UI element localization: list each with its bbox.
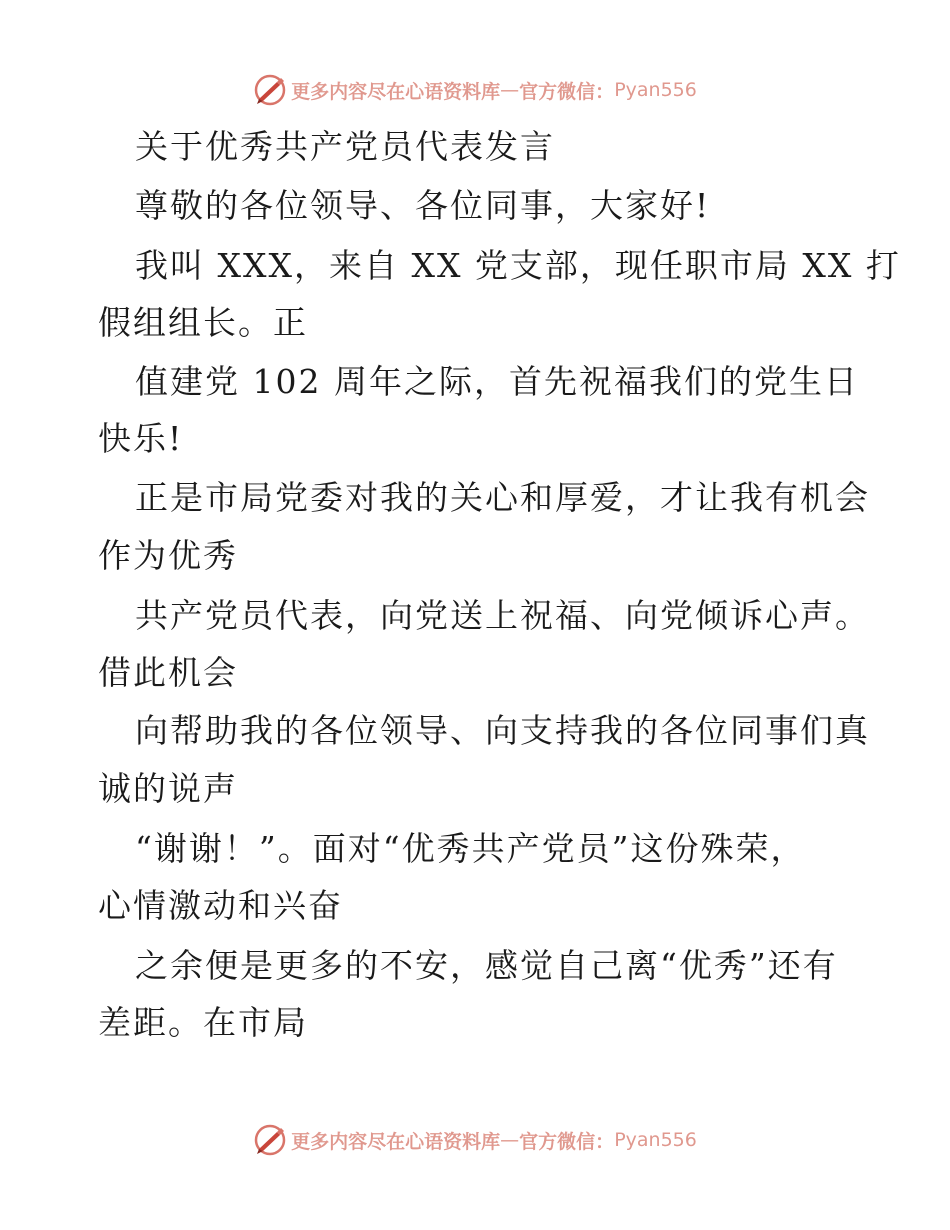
doc-line: 借此机会: [98, 653, 238, 692]
doc-line: 正是市局党委对我的关心和厚爱，才让我有机会: [135, 478, 870, 517]
watermark-wechat-label: 官方微信：: [519, 80, 615, 103]
doc-line: 之余便是更多的不安，感觉自己离“优秀”还有: [135, 946, 838, 985]
doc-line: 假组组长。正: [98, 303, 308, 342]
doc-line: 快乐!: [98, 419, 184, 458]
doc-line: 向帮助我的各位领导、向支持我的各位同事们真: [135, 711, 870, 750]
pen-logo-icon: [253, 73, 287, 107]
pen-logo-icon: [253, 1123, 287, 1157]
doc-line: 我叫 XXX，来自 XX 党支部，现任职市局 XX 打: [135, 246, 901, 285]
watermark-separator: —: [500, 79, 520, 101]
watermark-wechat-id: Pyan556: [614, 79, 697, 101]
watermark-site-text: 更多内容尽在心语资料库: [291, 80, 501, 103]
doc-line: 差距。在市局: [98, 1003, 308, 1042]
watermark-site-text: 更多内容尽在心语资料库: [291, 1130, 501, 1153]
doc-line: 值建党 102 周年之际，首先祝福我们的党生日: [135, 362, 859, 401]
watermark-separator: —: [500, 1129, 520, 1151]
doc-line: 诚的说声: [98, 769, 238, 808]
doc-line: 心情激动和兴奋: [98, 886, 343, 925]
header-watermark: [0, 70, 950, 110]
doc-line: 作为优秀: [98, 536, 238, 575]
watermark-wechat-id: Pyan556: [614, 1129, 697, 1151]
doc-title: 关于优秀共产党员代表发言: [135, 127, 555, 166]
doc-line: “谢谢！”。面对“优秀共产党员”这份殊荣，: [135, 829, 806, 868]
footer-watermark: [0, 1120, 950, 1160]
doc-line: 共产党员代表，向党送上祝福、向党倾诉心声。: [135, 596, 870, 635]
watermark-wechat-label: 官方微信：: [519, 1130, 615, 1153]
doc-line: 尊敬的各位领导、各位同事，大家好!: [135, 186, 711, 225]
